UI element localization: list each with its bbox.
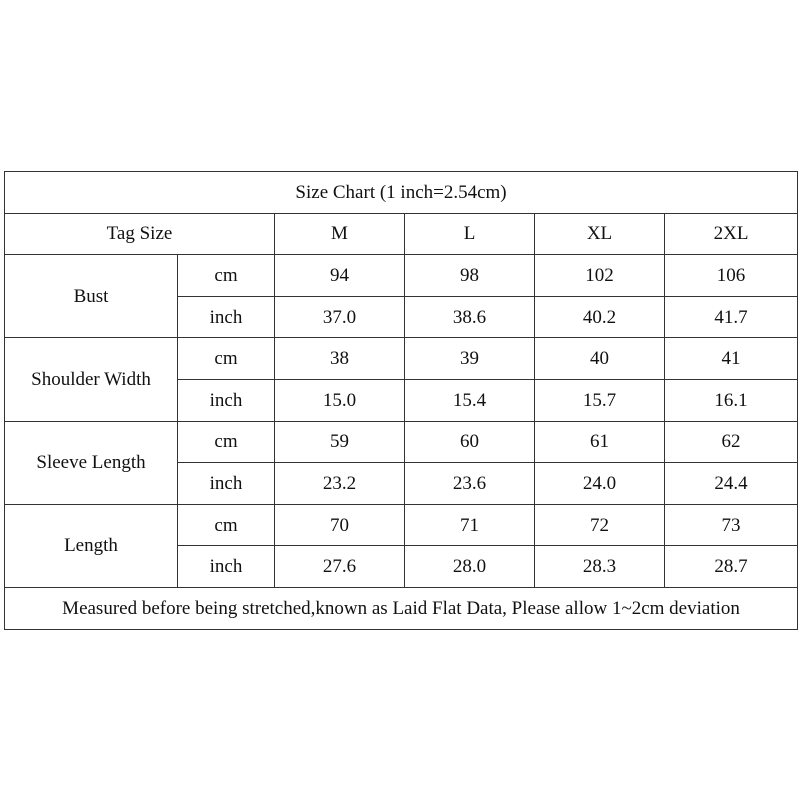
value-cell: 60 — [405, 421, 535, 463]
unit-cell: cm — [178, 421, 275, 463]
value-cell: 24.0 — [535, 463, 665, 505]
value-cell: 61 — [535, 421, 665, 463]
note-row — [5, 587, 798, 629]
value-cell: 39 — [405, 338, 535, 380]
table-row — [5, 504, 798, 546]
unit-cell: cm — [178, 338, 275, 380]
size-header-m: M — [275, 213, 405, 255]
value-cell: 73 — [665, 504, 798, 546]
unit-cell: inch — [178, 296, 275, 338]
value-cell: 70 — [275, 504, 405, 546]
table-row — [5, 255, 798, 297]
value-cell: 38.6 — [405, 296, 535, 338]
value-cell: 15.7 — [535, 379, 665, 421]
value-cell: 37.0 — [275, 296, 405, 338]
value-cell: 72 — [535, 504, 665, 546]
value-cell: 71 — [405, 504, 535, 546]
unit-cell: cm — [178, 255, 275, 297]
value-cell: 41 — [665, 338, 798, 380]
value-cell: 28.0 — [405, 546, 535, 588]
value-cell: 106 — [665, 255, 798, 297]
header-row — [5, 213, 798, 255]
unit-cell: cm — [178, 504, 275, 546]
value-cell: 98 — [405, 255, 535, 297]
value-cell: 28.7 — [665, 546, 798, 588]
measurement-name-bust: Bust — [5, 255, 178, 338]
value-cell: 15.0 — [275, 379, 405, 421]
measurement-name-shoulder-width: Shoulder Width — [5, 338, 178, 421]
value-cell: 23.2 — [275, 463, 405, 505]
value-cell: 16.1 — [665, 379, 798, 421]
value-cell: 59 — [275, 421, 405, 463]
value-cell: 24.4 — [665, 463, 798, 505]
size-header-xl: XL — [535, 213, 665, 255]
unit-cell: inch — [178, 546, 275, 588]
value-cell: 102 — [535, 255, 665, 297]
table-row — [5, 338, 798, 380]
chart-title: Size Chart (1 inch=2.54cm) — [5, 172, 798, 214]
value-cell: 40.2 — [535, 296, 665, 338]
value-cell: 41.7 — [665, 296, 798, 338]
value-cell: 40 — [535, 338, 665, 380]
measurement-note: Measured before being stretched,known as Laid Flat Data, Please allow 1~2cm deviation — [5, 587, 798, 629]
size-header-2xl: 2XL — [665, 213, 798, 255]
tag-size-label: Tag Size — [5, 213, 275, 255]
size-header-l: L — [405, 213, 535, 255]
value-cell: 27.6 — [275, 546, 405, 588]
value-cell: 38 — [275, 338, 405, 380]
unit-cell: inch — [178, 463, 275, 505]
measurement-name-sleeve-length: Sleeve Length — [5, 421, 178, 504]
value-cell: 15.4 — [405, 379, 535, 421]
value-cell: 62 — [665, 421, 798, 463]
value-cell: 23.6 — [405, 463, 535, 505]
value-cell: 94 — [275, 255, 405, 297]
size-chart-table — [4, 171, 798, 630]
measurement-name-length: Length — [5, 504, 178, 587]
table-row — [5, 421, 798, 463]
title-row — [5, 172, 798, 214]
unit-cell: inch — [178, 379, 275, 421]
value-cell: 28.3 — [535, 546, 665, 588]
